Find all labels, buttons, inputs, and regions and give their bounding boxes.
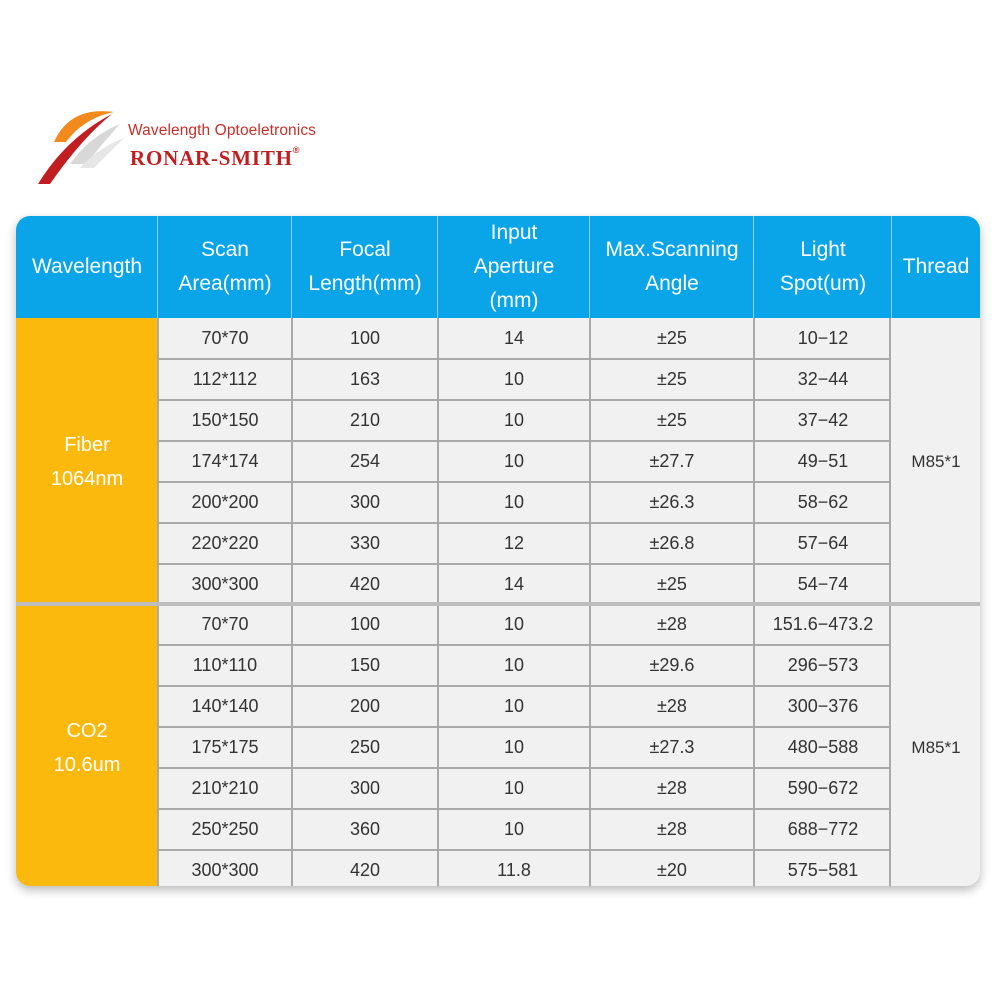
column-divider xyxy=(753,318,755,605)
logo-subtitle: Wavelength Optoeletronics xyxy=(128,122,317,139)
max-scanning-angle-cell: ±25 xyxy=(657,369,687,389)
column-divider xyxy=(157,604,159,886)
row-divider xyxy=(158,563,890,565)
light-spot-cell: 296−573 xyxy=(787,655,859,675)
light-spot-cell: 49−51 xyxy=(797,451,849,471)
column-divider xyxy=(589,604,591,886)
logo-mark-icon xyxy=(36,108,136,188)
focal-length-cell: 150 xyxy=(349,655,381,675)
scan-area-cell: 70*70 xyxy=(201,614,249,634)
header-divider xyxy=(589,216,590,318)
row-divider xyxy=(158,440,890,442)
row-divider xyxy=(158,726,890,728)
column-divider xyxy=(437,604,439,886)
max-scanning-angle-cell: ±25 xyxy=(657,328,687,348)
thread-cell: M85*1 xyxy=(911,451,961,471)
header-scan-area: Scan Area(mm) xyxy=(178,238,272,295)
input-aperture-cell: 10 xyxy=(503,737,525,757)
table-row xyxy=(158,850,890,886)
light-spot-cell: 151.6−473.2 xyxy=(772,614,874,634)
table-row xyxy=(158,359,890,400)
column-divider xyxy=(437,318,439,605)
row-divider xyxy=(158,767,890,769)
light-spot-cell: 57−64 xyxy=(797,533,849,553)
focal-length-cell: 330 xyxy=(349,533,381,553)
row-divider xyxy=(158,644,890,646)
row-divider xyxy=(158,358,890,360)
logo-name xyxy=(130,146,300,171)
group-separator xyxy=(16,602,980,606)
input-aperture-cell: 10 xyxy=(503,451,525,471)
focal-length-cell: 250 xyxy=(349,737,381,757)
max-scanning-angle-cell: ±28 xyxy=(657,778,687,798)
column-divider xyxy=(291,318,293,605)
max-scanning-angle-cell: ±27.7 xyxy=(649,451,695,471)
header-divider xyxy=(437,216,438,318)
row-divider xyxy=(158,685,890,687)
max-scanning-angle-cell: ±25 xyxy=(657,574,687,594)
co2-group xyxy=(16,604,980,886)
focal-length-cell: 163 xyxy=(349,369,381,389)
light-spot-cell: 300−376 xyxy=(787,696,859,716)
input-aperture-cell: 10 xyxy=(503,655,525,675)
focal-length-cell: 100 xyxy=(349,328,381,348)
table-row xyxy=(158,482,890,523)
table-row xyxy=(158,604,890,645)
focal-length-cell: 420 xyxy=(349,574,381,594)
wavelength-cell: Fiber 1064nm xyxy=(16,318,158,605)
max-scanning-angle-cell: ±28 xyxy=(657,696,687,716)
scan-area-cell: 112*112 xyxy=(192,369,258,389)
input-aperture-cell: 14 xyxy=(503,328,525,348)
table-row xyxy=(158,523,890,564)
brand-logo xyxy=(36,108,356,188)
scan-area-cell: 174*174 xyxy=(191,451,259,471)
scan-area-cell: 175*175 xyxy=(191,737,259,757)
header-divider xyxy=(891,216,892,318)
max-scanning-angle-cell: ±28 xyxy=(657,819,687,839)
max-scanning-angle-cell: ±26.8 xyxy=(649,533,695,553)
input-aperture-cell: 10 xyxy=(503,696,525,716)
header-divider xyxy=(753,216,754,318)
header-max-scanning-angle: Max.Scanning Angle xyxy=(605,238,739,295)
scan-area-cell: 300*300 xyxy=(191,574,259,594)
fiber-group xyxy=(16,318,980,605)
max-scanning-angle-cell: ±29.6 xyxy=(649,655,695,675)
wavelength-cell: CO2 10.6um xyxy=(16,604,158,886)
max-scanning-angle-cell: ±27.3 xyxy=(649,737,695,757)
input-aperture-cell: 10 xyxy=(503,819,525,839)
header-thread: Thread xyxy=(902,255,970,278)
table-row xyxy=(158,564,890,605)
light-spot-cell: 58−62 xyxy=(797,492,849,512)
row-divider xyxy=(158,522,890,524)
scan-area-cell: 200*200 xyxy=(191,492,259,512)
row-divider xyxy=(158,808,890,810)
light-spot-cell: 688−772 xyxy=(787,819,859,839)
column-divider xyxy=(889,604,891,886)
column-divider xyxy=(157,318,159,605)
scan-area-cell: 150*150 xyxy=(191,410,259,430)
scan-area-cell: 220*220 xyxy=(191,533,259,553)
focal-length-cell: 300 xyxy=(349,492,381,512)
scan-area-cell: 140*140 xyxy=(191,696,259,716)
light-spot-cell: 590−672 xyxy=(787,778,859,798)
scan-area-cell: 250*250 xyxy=(191,819,259,839)
scan-area-cell: 110*110 xyxy=(192,655,258,675)
focal-length-cell: 300 xyxy=(349,778,381,798)
focal-length-cell: 420 xyxy=(349,860,381,880)
max-scanning-angle-cell: ±25 xyxy=(657,410,687,430)
light-spot-cell: 480−588 xyxy=(787,737,859,757)
table-row xyxy=(158,318,890,359)
column-divider xyxy=(589,318,591,605)
thread-cell: M85*1 xyxy=(911,737,961,757)
focal-length-cell: 360 xyxy=(349,819,381,839)
table-row xyxy=(158,645,890,686)
table-header xyxy=(16,216,980,318)
light-spot-cell: 10−12 xyxy=(797,328,849,348)
scan-area-cell: 210*210 xyxy=(191,778,259,798)
spec-table xyxy=(16,216,980,886)
column-divider xyxy=(291,604,293,886)
input-aperture-cell: 10 xyxy=(503,369,525,389)
header-light-spot: Light Spot(um) xyxy=(779,238,867,295)
focal-length-cell: 254 xyxy=(349,451,381,471)
row-divider xyxy=(158,849,890,851)
header-wavelength: Wavelength xyxy=(31,255,143,278)
column-divider xyxy=(889,318,891,605)
scan-area-cell: 300*300 xyxy=(191,860,259,880)
focal-length-cell: 200 xyxy=(349,696,381,716)
light-spot-cell: 575−581 xyxy=(787,860,859,880)
registered-mark: ® xyxy=(292,145,301,155)
max-scanning-angle-cell: ±28 xyxy=(657,614,687,634)
input-aperture-cell: 10 xyxy=(503,410,525,430)
focal-length-cell: 100 xyxy=(349,614,381,634)
table-row xyxy=(158,768,890,809)
light-spot-cell: 54−74 xyxy=(797,574,849,594)
max-scanning-angle-cell: ±26.3 xyxy=(649,492,695,512)
table-row xyxy=(158,686,890,727)
header-divider xyxy=(157,216,158,318)
light-spot-cell: 37−42 xyxy=(797,410,849,430)
input-aperture-cell: 11.8 xyxy=(497,860,531,880)
max-scanning-angle-cell: ±20 xyxy=(657,860,687,880)
scan-area-cell: 70*70 xyxy=(201,328,249,348)
table-row xyxy=(158,809,890,850)
input-aperture-cell: 10 xyxy=(503,492,525,512)
input-aperture-cell: 10 xyxy=(503,614,525,634)
input-aperture-cell: 10 xyxy=(503,778,525,798)
logo-name-text: RONAR-SMITH xyxy=(130,146,293,170)
input-aperture-cell: 12 xyxy=(503,533,525,553)
header-divider xyxy=(291,216,292,318)
table-row xyxy=(158,400,890,441)
column-divider xyxy=(753,604,755,886)
table-row xyxy=(158,727,890,768)
header-focal-length: Focal Length(mm) xyxy=(308,238,422,295)
row-divider xyxy=(158,399,890,401)
row-divider xyxy=(158,481,890,483)
input-aperture-cell: 14 xyxy=(503,574,525,594)
header-input-aperture: Input Aperture (mm) xyxy=(473,221,555,312)
table-row xyxy=(158,441,890,482)
focal-length-cell: 210 xyxy=(349,410,381,430)
light-spot-cell: 32−44 xyxy=(797,369,849,389)
